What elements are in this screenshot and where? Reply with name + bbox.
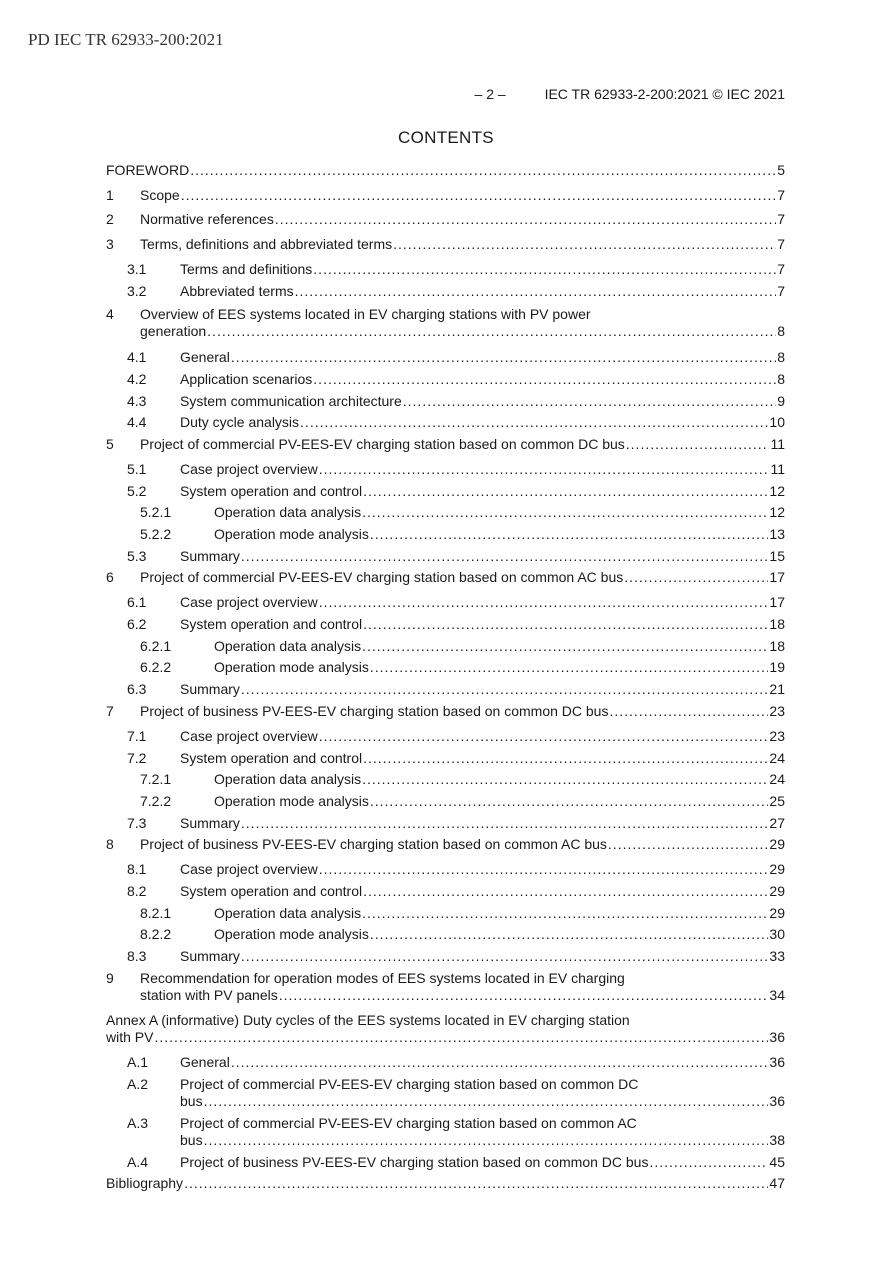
toc-entry-page: 12 [769, 483, 785, 499]
toc-entry-title: Application scenarios [180, 371, 313, 387]
toc-entry-title: Case project overview [180, 728, 318, 744]
toc-entry[interactable] [106, 793, 785, 809]
toc-entry-page: 11 [770, 461, 785, 477]
toc-entry[interactable] [106, 283, 785, 299]
dot-leader [649, 1154, 768, 1170]
toc-entry-number: A.4 [127, 1154, 149, 1170]
toc-entry-number: A.1 [127, 1054, 149, 1070]
toc-entry-title-continued: with PV [106, 1029, 154, 1045]
page-marker: – 2 – [474, 86, 506, 102]
toc-entry[interactable] [106, 483, 785, 499]
toc-entry-page: 47 [769, 1175, 785, 1191]
toc-entry-title: Bibliography [106, 1175, 184, 1191]
toc-entry-number: 8.3 [127, 948, 147, 964]
toc-entry[interactable] [106, 569, 785, 585]
toc-entry-title: Project of commercial PV-EES-EV charging station based on common AC bus [140, 569, 624, 585]
toc-entry-number: A.3 [127, 1115, 149, 1131]
toc-entry-page: 8 [777, 349, 785, 365]
toc-entry-title: Operation mode analysis [214, 793, 369, 809]
toc-entry-title: Operation data analysis [214, 905, 362, 921]
toc-entry[interactable] [106, 638, 785, 654]
toc-entry[interactable] [106, 905, 785, 921]
toc-entry-number: 5.1 [127, 461, 147, 477]
toc-entry-number: 8 [106, 836, 114, 852]
toc-entry-title: System operation and control [180, 750, 363, 766]
toc-entry-number: 4.2 [127, 371, 147, 387]
toc-entry-number: 5.2.1 [140, 504, 172, 520]
toc-entry-page: 45 [769, 1154, 785, 1170]
toc-entry-number: 6 [106, 569, 114, 585]
toc-entry[interactable] [106, 162, 785, 178]
toc-entry[interactable] [106, 306, 785, 339]
toc-entry-page: 18 [769, 638, 785, 654]
toc-entry-title: FOREWORD [106, 162, 190, 178]
toc-entry-title: Project of commercial PV-EES-EV charging station based on common DC bus [140, 436, 625, 452]
toc-entry-number: 8.2 [127, 883, 147, 899]
toc-entry-page: 18 [769, 616, 785, 632]
toc-entry-page: 27 [769, 815, 785, 831]
toc-entry-number: 6.2 [127, 616, 147, 632]
toc-entry-title: System operation and control [180, 616, 363, 632]
dot-leader [190, 162, 776, 178]
toc-entry-title: Recommendation for operation modes of EES systems located in EV charging [140, 970, 625, 986]
toc-entry-title: Operation data analysis [214, 504, 362, 520]
toc-entry-page: 38 [769, 1132, 785, 1148]
toc-entry[interactable] [106, 371, 785, 387]
dot-leader [363, 883, 768, 899]
toc-entry-page: 23 [769, 703, 785, 719]
dot-leader [319, 728, 769, 744]
toc-entry-number: 5 [106, 436, 114, 452]
toc-entry-title: Abbreviated terms [180, 283, 294, 299]
toc-entry-number: 3.2 [127, 283, 147, 299]
toc-entry-title: Summary [180, 948, 240, 964]
dot-leader [181, 187, 777, 203]
toc-entry[interactable] [106, 750, 785, 766]
toc-entry[interactable] [106, 681, 785, 697]
toc-entry-page: 29 [769, 861, 785, 877]
dot-leader [319, 861, 769, 877]
page-header [0, 86, 785, 102]
standard-identifier: PD IEC TR 62933-200:2021 [28, 30, 224, 49]
toc-entry-page: 30 [769, 926, 785, 942]
dot-leader [363, 750, 768, 766]
toc-entry[interactable] [106, 815, 785, 831]
dot-leader [204, 1132, 769, 1148]
dot-leader [319, 594, 769, 610]
toc-entry-title: General [180, 349, 230, 365]
dot-leader [362, 504, 768, 520]
toc-entry-page: 7 [777, 261, 785, 277]
toc-entry-number: 4.3 [127, 393, 147, 409]
toc-entry-number: 8.1 [127, 861, 147, 877]
toc-entry-page: 7 [777, 236, 785, 252]
dot-leader [626, 436, 770, 452]
dot-leader [241, 681, 769, 697]
toc-entry-title: Annex A (informative) Duty cycles of the EES systems located in EV charging station [106, 1012, 630, 1028]
dot-leader [154, 1029, 768, 1045]
toc-entry-page: 29 [769, 836, 785, 852]
toc-entry[interactable] [106, 926, 785, 942]
toc-entry[interactable] [106, 703, 785, 719]
dot-leader [313, 261, 776, 277]
toc-entry-page: 23 [769, 728, 785, 744]
toc-entry-page: 13 [769, 526, 785, 542]
toc-entry-title: Terms, definitions and abbreviated terms [140, 236, 393, 252]
toc-entry-number: 5.3 [127, 548, 147, 564]
dot-leader [363, 616, 768, 632]
toc-entry-number: 7.3 [127, 815, 147, 831]
toc-entry-page: 24 [769, 750, 785, 766]
toc-entry-page: 12 [769, 504, 785, 520]
dot-leader [609, 703, 768, 719]
toc-entry[interactable] [106, 504, 785, 520]
dot-leader [313, 371, 776, 387]
dot-leader [300, 414, 768, 430]
toc-entry-number: 3 [106, 236, 114, 252]
dot-leader [624, 569, 768, 585]
toc-entry-title-continued: station with PV panels [140, 987, 278, 1003]
toc-entry-title: Overview of EES systems located in EV charging stations with PV power [140, 306, 591, 322]
toc-entry-number: 7 [106, 703, 114, 719]
toc-entry[interactable] [106, 236, 785, 252]
toc-entry-number: 1 [106, 187, 114, 203]
toc-entry[interactable] [106, 836, 785, 852]
toc-entry-title: Project of business PV-EES-EV charging station based on common DC bus [140, 703, 609, 719]
toc-entry-page: 36 [769, 1029, 785, 1045]
toc-entry-page: 36 [769, 1093, 785, 1109]
toc-entry[interactable] [106, 349, 785, 365]
toc-entry-title: Project of business PV-EES-EV charging station based on common AC bus [140, 836, 607, 852]
dot-leader [295, 283, 777, 299]
toc-entry-title: Summary [180, 548, 240, 564]
toc-entry[interactable] [106, 461, 785, 477]
toc-entry[interactable] [106, 187, 785, 203]
toc-entry-title: Case project overview [180, 861, 318, 877]
toc-entry-page: 8 [777, 371, 785, 387]
toc-entry-page: 17 [769, 594, 785, 610]
toc-entry-title: Project of commercial PV-EES-EV charging station based on common DC [180, 1076, 639, 1092]
toc-entry-number: 4 [106, 306, 114, 322]
toc-entry[interactable] [106, 548, 785, 564]
dot-leader [241, 948, 769, 964]
toc-entry-number: 7.2.1 [140, 771, 172, 787]
page-title: CONTENTS [398, 128, 494, 147]
toc-entry[interactable] [106, 1175, 785, 1191]
toc-entry-page: 5 [777, 162, 785, 178]
toc-entry-page: 21 [769, 681, 785, 697]
header-reference: IEC TR 62933-2-200:2021 © IEC 2021 [544, 86, 785, 102]
dot-leader [279, 987, 769, 1003]
dot-leader [204, 1093, 769, 1109]
toc-entry-title: General [180, 1054, 230, 1070]
toc-entry-title: Scope [140, 187, 180, 203]
toc-entry-page: 7 [777, 283, 785, 299]
toc-entry-title: Operation mode analysis [214, 659, 369, 675]
toc-entry[interactable] [106, 1076, 785, 1109]
toc-entry-title: Operation data analysis [214, 771, 362, 787]
toc-entry-title: Case project overview [180, 461, 318, 477]
toc-entry-title: Duty cycle analysis [180, 414, 300, 430]
dot-leader [362, 771, 768, 787]
toc-entry[interactable] [106, 1054, 785, 1070]
toc-entry-number: 7.2 [127, 750, 147, 766]
toc-entry-page: 11 [770, 436, 785, 452]
toc-entry-number: 5.2 [127, 483, 147, 499]
toc-entry-number: 4.1 [127, 349, 147, 365]
toc-entry[interactable] [106, 261, 785, 277]
toc-entry-title: Operation mode analysis [214, 926, 369, 942]
toc-entry[interactable] [106, 594, 785, 610]
toc-entry-title: Operation mode analysis [214, 526, 369, 542]
toc-entry-number: 6.2.2 [140, 659, 172, 675]
dot-leader [393, 236, 776, 252]
toc-entry-title-continued: generation [140, 323, 207, 339]
toc-entry-page: 7 [777, 211, 785, 227]
toc-entry[interactable] [106, 883, 785, 899]
toc-entry-title-continued: bus [180, 1132, 203, 1148]
dot-leader [184, 1175, 768, 1191]
toc-entry-page: 19 [769, 659, 785, 675]
dot-leader [241, 548, 769, 564]
dot-leader [608, 836, 769, 852]
toc-entry-title: System communication architecture [180, 393, 402, 409]
toc-entry-title: Summary [180, 681, 240, 697]
toc-entry[interactable] [106, 414, 785, 430]
toc-entry-title-continued: bus [180, 1093, 203, 1109]
toc-entry-page: 29 [769, 905, 785, 921]
toc-entry[interactable] [106, 436, 785, 452]
toc-entry-number: 8.2.1 [140, 905, 172, 921]
toc-entry[interactable] [106, 1012, 785, 1045]
toc-entry-page: 9 [777, 393, 785, 409]
toc-entry-title: Summary [180, 815, 240, 831]
toc-entry-number: 3.1 [127, 261, 147, 277]
toc-entry-number: 6.3 [127, 681, 147, 697]
toc-entry-title: System operation and control [180, 483, 363, 499]
toc-entry-title: Case project overview [180, 594, 318, 610]
toc-entry[interactable] [106, 1115, 785, 1148]
toc-entry-number: 8.2.2 [140, 926, 172, 942]
toc-entry-title: Project of commercial PV-EES-EV charging station based on common AC [180, 1115, 637, 1131]
toc-entry-title: Project of business PV-EES-EV charging station based on common DC bus [180, 1154, 649, 1170]
toc-entry-title: Operation data analysis [214, 638, 362, 654]
dot-leader [362, 638, 768, 654]
toc-entry[interactable] [106, 948, 785, 964]
dot-leader [363, 483, 768, 499]
dot-leader [231, 1054, 769, 1070]
toc-entry[interactable] [106, 728, 785, 744]
toc-entry-number: 6.2.1 [140, 638, 172, 654]
toc-entry-page: 29 [769, 883, 785, 899]
toc-entry[interactable] [106, 393, 785, 409]
toc-entry-page: 10 [769, 414, 785, 430]
toc-entry-page: 17 [769, 569, 785, 585]
toc-entry-number: 4.4 [127, 414, 147, 430]
dot-leader [403, 393, 776, 409]
toc-entry[interactable] [106, 771, 785, 787]
toc-entry-number: 9 [106, 970, 114, 986]
dot-leader [370, 926, 769, 942]
toc-entry-page: 15 [769, 548, 785, 564]
toc-entry-page: 33 [769, 948, 785, 964]
toc-entry[interactable] [106, 1154, 785, 1170]
toc-entry-number: 6.1 [127, 594, 147, 610]
toc-entry-page: 7 [777, 187, 785, 203]
toc-entry[interactable] [106, 211, 785, 227]
toc-entry-page: 36 [769, 1054, 785, 1070]
dot-leader [241, 815, 769, 831]
toc-entry-number: 5.2.2 [140, 526, 172, 542]
toc-entry[interactable] [106, 861, 785, 877]
dot-leader [370, 526, 769, 542]
toc-entry-title: System operation and control [180, 883, 363, 899]
toc-entry-page: 8 [777, 323, 785, 339]
toc-entry-number: 2 [106, 211, 114, 227]
toc-entry-number: A.2 [127, 1076, 149, 1092]
toc-entry[interactable] [106, 526, 785, 542]
toc-entry[interactable] [106, 616, 785, 632]
dot-leader [370, 793, 769, 809]
toc-entry-title: Terms and definitions [180, 261, 313, 277]
toc-entry-page: 25 [769, 793, 785, 809]
dot-leader [362, 905, 768, 921]
toc-entry-page: 34 [769, 987, 785, 1003]
dot-leader [275, 211, 776, 227]
toc-entry-number: 7.1 [127, 728, 147, 744]
toc-entry[interactable] [106, 970, 785, 1003]
toc-entry-page: 24 [769, 771, 785, 787]
toc-entry-number: 7.2.2 [140, 793, 172, 809]
dot-leader [207, 323, 776, 339]
toc-entry[interactable] [106, 659, 785, 675]
dot-leader [370, 659, 769, 675]
toc-entry-title: Normative references [140, 211, 274, 227]
dot-leader [231, 349, 776, 365]
dot-leader [319, 461, 770, 477]
